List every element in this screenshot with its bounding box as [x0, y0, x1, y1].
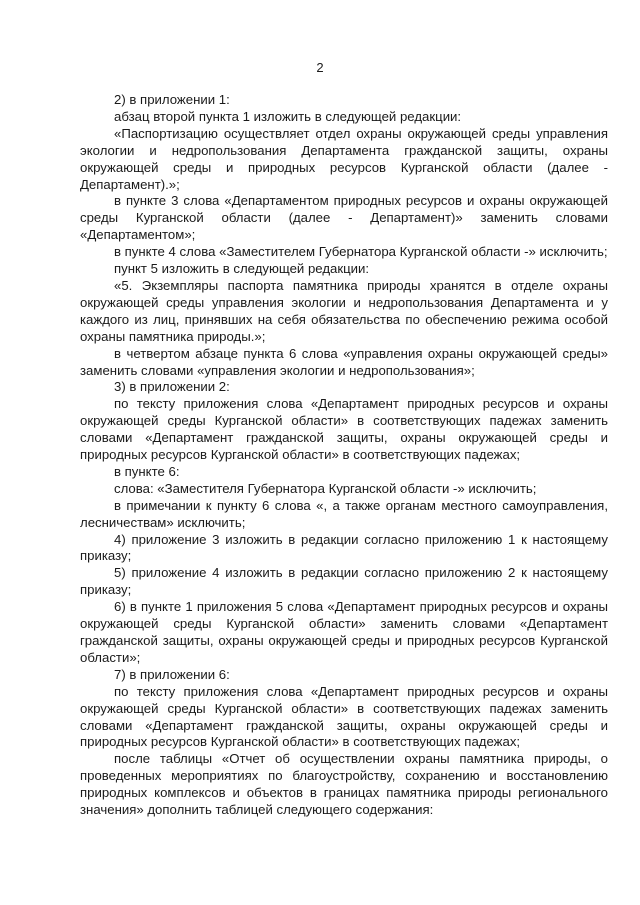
- paragraph: в четвертом абзаце пункта 6 слова «управления охраны окружающей среды» заменить словами «управления экологии и недропользования»;: [80, 345, 608, 378]
- paragraph: «Паспортизацию осуществляет отдел охраны окружающей среды управления экологии и недропользования Департамента гражданской защиты, охраны окружающей среды и природных ресурсов Курганской области (далее - Департамент).»;: [80, 125, 608, 192]
- paragraph: 5) приложение 4 изложить в редакции согласно приложению 2 к настоящему приказу;: [80, 565, 608, 598]
- paragraph: 3) в приложении 2:: [114, 379, 230, 395]
- paragraph: 4) приложение 3 изложить в редакции согласно приложению 1 к настоящему приказу;: [80, 531, 608, 564]
- paragraph: 6) в пункте 1 приложения 5 слова «Департамент природных ресурсов и охраны окружающей среды Курганской области» заменить словами «Департамент гражданской защиты, охраны окружающей среды и природных ресурсов Курганской области»;: [80, 599, 608, 665]
- paragraph: слова: «Заместителя Губернатора Курганской области -» исключить;: [114, 480, 537, 496]
- page-number: 2: [316, 60, 324, 75]
- paragraph: в примечании к пункту 6 слова «, а также органам местного самоуправления, лесничествам» исключить;: [80, 497, 608, 530]
- paragraph: после таблицы «Отчет об осуществлении охраны памятника природы, о проведенных мероприятиях по благоустройству, сохранению и восстановлению природных комплексов и объектов в границах памятника природы регионального значения» дополнить таблицей следующего содержания:: [80, 751, 608, 818]
- paragraph: в пункте 4 слова «Заместителем Губернатора Курганской области -» исключить;: [114, 244, 608, 260]
- paragraph: 7) в приложении 6:: [114, 666, 230, 682]
- paragraph: абзац второй пункта 1 изложить в следующей редакции:: [114, 108, 462, 124]
- paragraph: 2) в приложении 1:: [114, 92, 230, 107]
- paragraph: «5. Экземпляры паспорта памятника природы хранятся в отделе охраны окружающей среды управления экологии и недропользования Департамента и у каждого из лиц, принявших на себя обязательства по обеспечению режима особой охраны памятника природы.»;: [80, 277, 608, 344]
- paragraph: пункт 5 изложить в следующей редакции:: [114, 261, 370, 277]
- document-body: [80, 92, 608, 819]
- paragraph: по тексту приложения слова «Департамент природных ресурсов и охраны окружающей среды Курганской области» в соответствующих падежах заменить словами «Департамент гражданской защиты, охраны окружающей среды и природных ресурсов Курганской области» в соответствующих падежах;: [80, 396, 608, 463]
- paragraph: по тексту приложения слова «Департамент природных ресурсов и охраны окружающей среды Курганской области» в соответствующих падежах заменить словами «Департамент гражданской защиты, охраны окружающей среды и природных ресурсов Курганской области» в соответствующих падежах;: [80, 683, 608, 750]
- paragraph: в пункте 3 слова «Департаментом природных ресурсов и охраны окружающей среды Курганской области (далее - Департамент)» заменить словами «Департаментом»;: [80, 193, 608, 243]
- paragraph: в пункте 6:: [114, 463, 180, 479]
